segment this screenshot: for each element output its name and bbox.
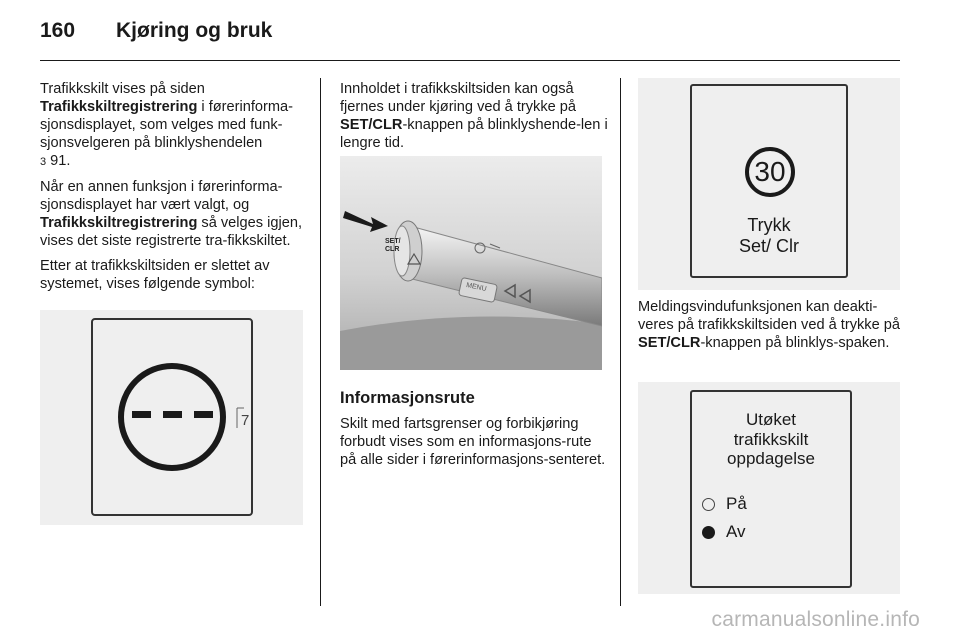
option-label: Av (726, 522, 746, 541)
page-ref-icon: 3 (40, 156, 47, 168)
section-heading: Informasjonsrute (340, 389, 475, 407)
paragraph: Etter at trafikkskiltsiden er slettet av systemet, vises følgende symbol: (40, 258, 270, 292)
paragraph: Trafikkskilt vises på siden Trafikkskiltregistrering i førerinforma-sjonsdisplayet, som velges med funk-sjonsvelgeren på blinklyshendelen 3 91. (40, 81, 294, 169)
end-of-restriction-sign-icon (40, 310, 303, 525)
column-divider-2 (620, 78, 621, 606)
column-2-text (340, 80, 608, 159)
paragraph: Meldingsvindufunksjonen kan deakti-veres på trafikkskiltsiden ved å trykke på SET/CLR-knappen på blinklys-spaken. (638, 299, 900, 351)
page-number: 160 (40, 19, 76, 42)
column-divider-1 (320, 78, 321, 606)
menu-figure (638, 382, 900, 594)
header-rule (40, 60, 900, 61)
page-title: Kjøring og bruk (116, 19, 273, 42)
option-on[interactable] (700, 494, 850, 516)
menu-title: Utøket trafikkskilt oppdagelse (727, 410, 815, 468)
menu-label: MENU (465, 281, 488, 294)
watermark: carmanualsonline.info (711, 608, 920, 631)
speed-limit-sign: 30 (745, 147, 795, 197)
radio-selected-icon (702, 526, 715, 539)
column-1-text (40, 80, 308, 300)
radio-empty-icon (702, 498, 715, 511)
option-label: På (726, 494, 747, 513)
paragraph: Innholdet i trafikkskiltsiden kan også fjernes under kjøring ved å trykke på SET/CLR-knappen på blinklyshende-len i lengre tid. (340, 81, 608, 151)
option-off[interactable] (700, 522, 850, 544)
turn-signal-lever-icon (340, 156, 602, 370)
sign-instruction: Trykk Set/ Clr (738, 215, 799, 256)
lever-figure (340, 156, 602, 370)
paragraph: Når en annen funksjon i førerinforma-sjonsdisplayet har vært valgt, og Trafikkskiltregistrering så velges igjen, vises det siste registrerte tra-fikkskiltet. (40, 179, 303, 249)
end-of-restriction-figure (40, 310, 303, 525)
set-clr-label: SET/ CLR (385, 238, 401, 253)
column-3-text (638, 298, 904, 359)
paragraph: Skilt med fartsgrenser og forbikjøring forbudt vises som en informasjons-rute på alle sider i førerinformasjons-senteret. (340, 416, 606, 468)
figure-side-number: 7 (241, 412, 250, 429)
speed-sign-figure (638, 78, 900, 290)
info-section (340, 388, 608, 476)
